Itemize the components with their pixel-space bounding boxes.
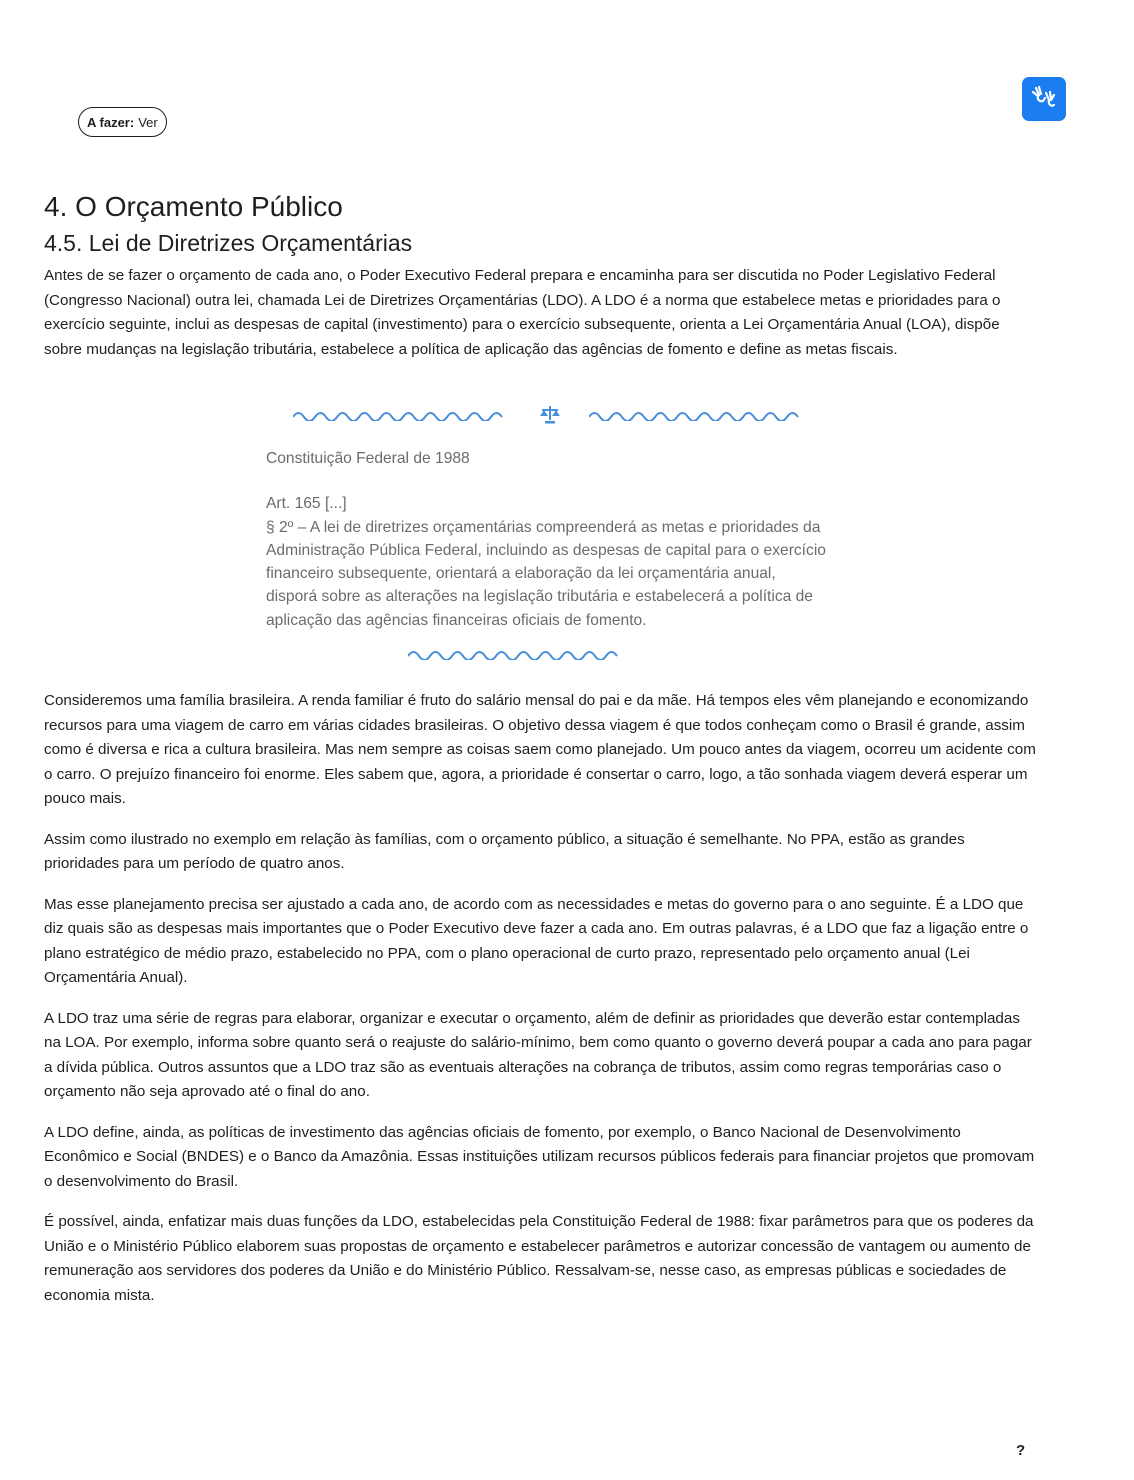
sign-language-button[interactable]: [1022, 77, 1066, 121]
todo-label: A fazer:: [87, 114, 135, 130]
paragraph-ldo-rules: A LDO traz uma série de regras para elaborar, organizar e executar o orçamento, além de definir as prioridades que deverão estar contempladas na LOA. Por exemplo, informa sobre quanto será o reajuste do salário-mínimo, bem como quanto o governo deverá poupar a cada ano para pagar a dívida pública. Outros assuntos que a LDO traz são as eventuais alterações na cobrança de tributos, assim como regras temporárias caso o orçamento não seja aprovado até o final do ano.: [44, 1009, 1032, 1100]
sign-language-hands-icon: [1030, 83, 1058, 116]
intro-paragraph: Antes de se fazer o orçamento de cada ano, o Poder Executivo Federal prepara e encaminha para ser discutida no Poder Legislativo Federal (Congresso Nacional) outra lei, chamada Lei de Diretrizes Orçamentárias (LDO). A LDO é a norma que estabelece metas e prioridades para o exercício seguinte, inclui as despesas de capital (investimento) para o exercício subsequente, orienta a Lei Orçamentária Anual (LOA), dispõe sobre mudanças na legislação tributária, estabelece a política de aplicação das agências de fomento e define as metas fiscais.: [44, 267, 1001, 358]
constitution-quote: [266, 405, 826, 667]
balance-scale-icon: [539, 405, 561, 425]
wave-divider-right: [589, 409, 807, 421]
page-title: 4. O Orçamento Público: [44, 191, 343, 222]
paragraph-family-example: Consideremos uma família brasileira. A renda familiar é fruto do salário mensal do pai e da mãe. Há tempos eles vêm planejando e economizando recursos para uma viagem de carro em várias cidades brasileiras. O objetivo dessa viagem é que todos conheçam como o Brasil é grande, assim como é diversa e rica a cultura brasileira. Mas nem sempre as coisas saem como planejado. Um pouco antes da viagem, ocorreu um acidente com o carro. O prejuízo financeiro foi enorme. Eles sabem que, agora, a prioridade é consertar o carro, logo, a tão sonhada viagem deverá esperar um pouco mais.: [44, 692, 1036, 807]
quote-title: Constituição Federal de 1988: [266, 450, 470, 467]
paragraph-ldo-investment: A LDO define, ainda, as políticas de investimento das agências oficiais de fomento, por exemplo, o Banco Nacional de Desenvolvimento Econômico e Social (BNDES) e o Banco da Amazônia. Essas instituições utilizam recursos públicos federais para financiar projetos que promovam o desenvolvimento do Brasil.: [44, 1123, 1035, 1190]
paragraph-ppa: Assim como ilustrado no exemplo em relação às famílias, com o orçamento público, a situação é semelhante. No PPA, estão as grandes prioridades para um período de quatro anos.: [44, 830, 965, 872]
todo-badge-button[interactable]: [78, 107, 167, 137]
content-header: [44, 190, 1036, 378]
paragraph-ldo-adjustment: Mas esse planejamento precisa ser ajustado a cada ano, de acordo com as necessidades e metas do governo para o ano seguinte. É a LDO que diz quais são as despesas mais importantes que o Poder Executivo deve fazer a cada ano. Em outras palavras, é a LDO que faz a ligação entre o plano estratégico de médio prazo, estabelecido no PPA, com o plano operacional de curto prazo, representado pelo orçamento anual (Lei Orçamentária Anual).: [44, 895, 1029, 986]
wave-divider-bottom: [408, 648, 626, 660]
quote-text: § 2º – A lei de diretrizes orçamentárias compreenderá as metas e prioridades da Administração Pública Federal, incluindo as despesas de capital para o exercício financeiro subsequente, orientará a elaboração da lei orçamentária anual, disporá sobre as alterações na legislação tributária e estabelecerá a política de aplicação das agências financeiras oficiais de fomento.: [266, 518, 826, 629]
quote-bottom-ornament: [408, 644, 826, 667]
paragraph-ldo-functions: É possível, ainda, enfatizar mais duas funções da LDO, estabelecidas pela Constituição Federal de 1988: fixar parâmetros para que os poderes da União e o Ministério Público elaborem suas propostas de orçamento e estabelecer parâmetros e autorizar concessão de vantagem ou aumento de remuneração aos servidores dos poderes da União e do Ministério Público. Ressalvam-se, nesse caso, as empresas públicas e sociedades de economia mista.: [44, 1213, 1034, 1304]
wave-divider-left: [293, 409, 511, 421]
section-title: 4.5. Lei de Diretrizes Orçamentárias: [44, 230, 413, 256]
body-paragraphs: [44, 689, 1040, 1324]
help-icon[interactable]: ?: [1016, 1442, 1026, 1459]
quote-top-ornament: [284, 405, 816, 425]
todo-action-label: Ver: [138, 114, 158, 130]
quote-article: Art. 165 [...]: [266, 495, 347, 513]
